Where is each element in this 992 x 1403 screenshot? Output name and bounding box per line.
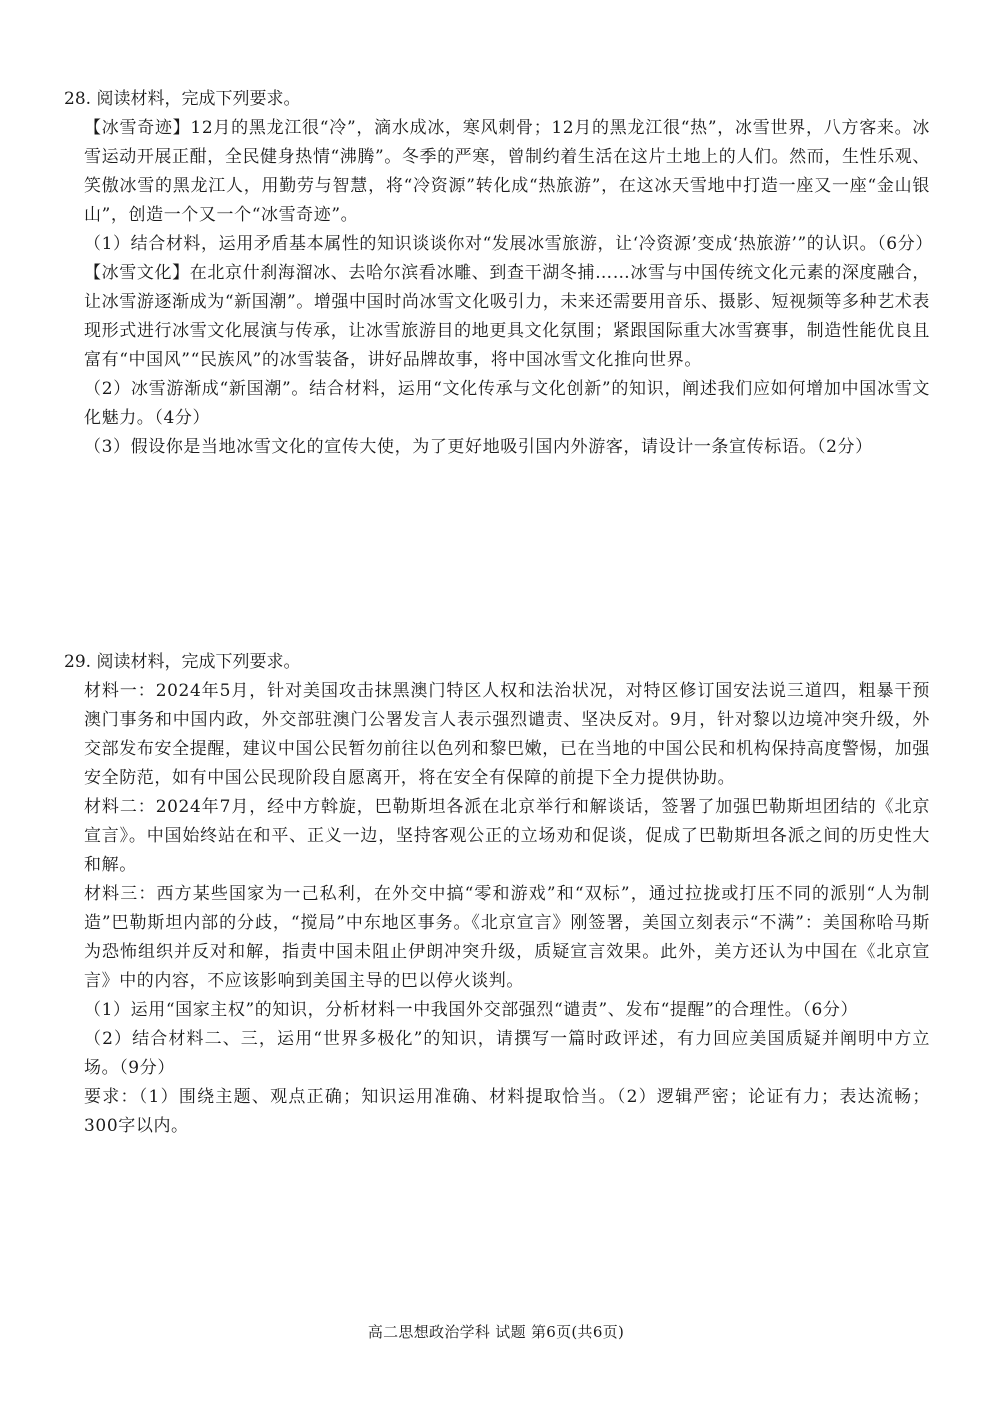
question-28-material-ice-culture: 【冰雪文化】在北京什刹海溜冰、去哈尔滨看冰雕、到查干湖冬捕……冰雪与中国传统文化元素的深度融合，让冰雪游逐渐成为“新国潮”。增强中国时尚冰雪文化吸引力，未来还需要用音乐、摄影、短视频等多种艺术表现形式进行冰雪文化展演与传承，让冰雪旅游目的地更具文化氛围；紧跟国际重大冰雪赛事，制造性能优良且富有“中国风”“民族风”的冰雪装备，讲好品牌故事，将中国冰雪文化推向世界。 — [84, 263, 930, 370]
question-29-title: 29. 阅读材料，完成下列要求。 — [64, 652, 301, 672]
question-28-subquestion-3: （3）假设你是当地冰雪文化的宣传大使，为了更好地吸引国内外游客，请设计一条宣传标语。（2分） — [84, 437, 873, 457]
question-29-material-1: 材料一：2024年5月，针对美国攻击抹黑澳门特区人权和法治状况，对特区修订国安法说三道四，粗暴干预澳门事务和中国内政，外交部驻澳门公署发言人表示强烈谴责、坚决反对。9月，针对黎以边境冲突升级，外交部发布安全提醒，建议中国公民暂勿前往以色列和黎巴嫩，已在当地的中国公民和机构保持高度警惕，加强安全防范，如有中国公民现阶段自愿离开，将在安全有保障的前提下全力提供协助。 — [84, 681, 930, 788]
question-29 — [64, 647, 930, 1141]
question-28-subquestion-2: （2）冰雪游渐成“新国潮”。结合材料，运用“文化传承与文化创新”的知识，阐述我们应如何增加中国冰雪文化魅力。（4分） — [84, 379, 930, 428]
question-28-subquestion-1: （1）结合材料，运用矛盾基本属性的知识谈谈你对“发展冰雪旅游，让‘冷资源’变成‘热旅游’”的认识。（6分） — [84, 234, 933, 254]
question-29-subquestion-1: （1）运用“国家主权”的知识，分析材料一中我国外交部强烈“谴责”、发布“提醒”的合理性。（6分） — [84, 1000, 859, 1020]
question-28 — [64, 84, 933, 462]
question-29-material-2: 材料二：2024年7月，经中方斡旋，巴勒斯坦各派在北京举行和解谈话，签署了加强巴勒斯坦团结的《北京宣言》。中国始终站在和平、正义一边，坚持客观公正的立场劝和促谈，促成了巴勒斯坦各派之间的历史性大和解。 — [84, 797, 930, 875]
question-29-material-3: 材料三：西方某些国家为一己私利，在外交中搞“零和游戏”和“双标”，通过拉拢或打压不同的派别“人为制造”巴勒斯坦内部的分歧，“搅局”中东地区事务。《北京宣言》刚签署，美国立刻表示“不满”：美国称哈马斯为恐怖组织并反对和解，指责中国未阻止伊朗冲突升级，质疑宣言效果。此外，美方还认为中国在《北京宣言》中的内容，不应该影响到美国主导的巴以停火谈判。 — [84, 884, 930, 991]
page-footer: 高二思想政治学科 试题 第6页(共6页) — [367, 1323, 625, 1341]
question-28-title: 28. 阅读材料，完成下列要求。 — [64, 89, 301, 109]
question-28-material-ice-miracle: 【冰雪奇迹】12月的黑龙江很“冷”，滴水成冰，寒风刺骨；12月的黑龙江很“热”，冰雪世界，八方客来。冰雪运动开展正酣，全民健身热情“沸腾”。冬季的严寒，曾制约着生活在这片土地上的人们。然而，生性乐观、笑傲冰雪的黑龙江人，用勤劳与智慧，将“冷资源”转化成“热旅游”，在这冰天雪地中打造一座又一座“金山银山”，创造一个又一个“冰雪奇迹”。 — [84, 118, 930, 225]
question-29-subquestion-2: （2）结合材料二、三，运用“世界多极化”的知识，请撰写一篇时政评述，有力回应美国质疑并阐明中方立场。（9分） — [84, 1029, 930, 1078]
question-29-requirements: 要求：（1）围绕主题、观点正确；知识运用准确、材料提取恰当。（2）逻辑严密；论证有力；表达流畅；300字以内。 — [84, 1087, 930, 1136]
